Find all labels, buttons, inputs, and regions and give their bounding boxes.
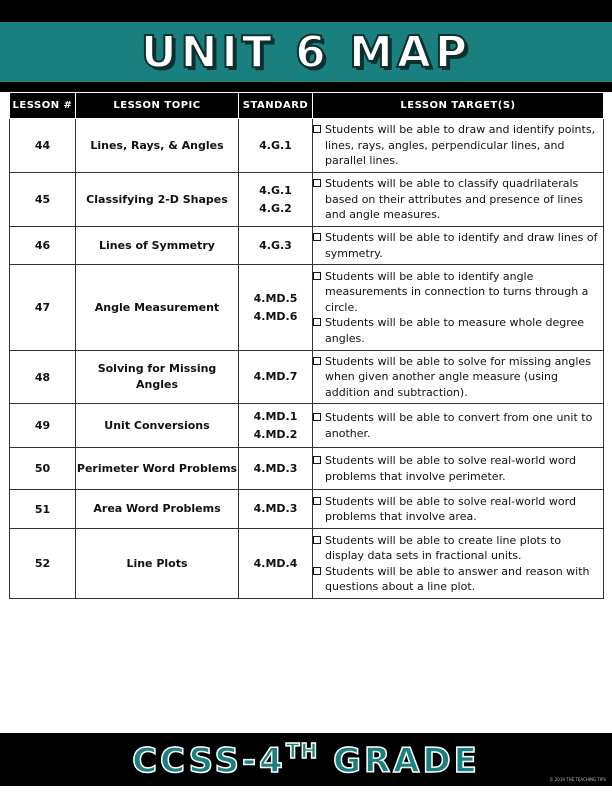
lesson-standards (239, 173, 313, 227)
lesson-targets (313, 119, 604, 173)
lesson-target-item (313, 453, 603, 484)
lesson-target-item (313, 176, 603, 223)
checkbox-icon (313, 567, 321, 575)
lesson-targets (313, 265, 604, 351)
column-header-lesson-number: LESSON # (10, 93, 76, 119)
standard-code: 4.G.2 (259, 201, 292, 215)
top-bar (0, 0, 612, 22)
lesson-topic: Perimeter Word Problems (76, 448, 239, 490)
table-row (10, 404, 604, 448)
lesson-topic: Angle Measurement (76, 265, 239, 351)
lesson-target-text: Students will be able to identify and draw lines of symmetry. (325, 231, 598, 260)
table-row (10, 490, 604, 529)
lesson-topic: Line Plots (76, 529, 239, 599)
lesson-target-item (313, 533, 603, 564)
lesson-target-text: Students will be able to create line plots to display data sets in fractional units. (325, 533, 562, 562)
table-header-row (10, 93, 604, 119)
lesson-target-text: Students will be able to classify quadrilaterals based on their attributes and presence of lines and angle measures. (325, 177, 583, 222)
checkbox-icon (313, 357, 321, 365)
lesson-target-text: Students will be able to identify angle measurements in connection to turns through a circle. (325, 269, 589, 314)
lesson-targets (313, 490, 604, 529)
checkbox-icon (313, 536, 321, 544)
lesson-topic: Classifying 2-D Shapes (76, 173, 239, 227)
bottom-strip (0, 786, 612, 792)
table-row (10, 529, 604, 599)
table-row (10, 173, 604, 227)
lesson-targets (313, 227, 604, 265)
footer-label: CCSS-4 (132, 740, 286, 781)
lesson-topic: Unit Conversions (76, 404, 239, 448)
lesson-topic: Lines, Rays, & Angles (76, 119, 239, 173)
column-header-standard: STANDARD (239, 93, 313, 119)
checkbox-icon (313, 318, 321, 326)
lesson-target-text: Students will be able to draw and identify points, lines, rays, angles, perpendicular lines, and parallel lines. (325, 123, 596, 168)
lesson-number: 47 (10, 265, 76, 351)
table-row (10, 265, 604, 351)
lesson-standards (239, 265, 313, 351)
lesson-topic: Solving for Missing Angles (76, 351, 239, 404)
checkbox-icon (313, 413, 321, 421)
lesson-target-item (313, 122, 603, 169)
standard-code: 4.MD.5 (253, 291, 298, 305)
lesson-number: 51 (10, 490, 76, 529)
lesson-target-item (313, 269, 603, 316)
table-row (10, 351, 604, 404)
lesson-target-item (313, 354, 603, 401)
lesson-standards (239, 490, 313, 529)
checkbox-icon (313, 456, 321, 464)
lesson-standards (239, 448, 313, 490)
footer-superscript: TH (285, 738, 319, 763)
lesson-target-text: Students will be able to solve real-world word problems that involve area. (325, 494, 576, 523)
lesson-topic: Lines of Symmetry (76, 227, 239, 265)
lesson-number: 49 (10, 404, 76, 448)
lesson-targets (313, 351, 604, 404)
lesson-target-text: Students will be able to measure whole degree angles. (325, 316, 585, 345)
lesson-target-text: Students will be able to solve for missing angles when given another angle measure (using addition and subtraction). (325, 354, 591, 399)
standard-code: 4.G.3 (259, 238, 292, 252)
lesson-target-text: Students will be able to convert from one unit to another. (325, 411, 593, 440)
table-row (10, 119, 604, 173)
lesson-targets (313, 404, 604, 448)
lesson-number: 44 (10, 119, 76, 173)
standard-code: 4.G.1 (259, 183, 292, 197)
standard-code: 4.G.1 (259, 138, 292, 152)
lesson-targets (313, 529, 604, 599)
lesson-number: 52 (10, 529, 76, 599)
checkbox-icon (313, 179, 321, 187)
checkbox-icon (313, 125, 321, 133)
lesson-target-item (313, 564, 603, 595)
footer-grade: GRADE (333, 740, 480, 781)
standard-code: 4.MD.3 (253, 461, 298, 475)
checkbox-icon (313, 497, 321, 505)
lesson-standards (239, 351, 313, 404)
lesson-number: 45 (10, 173, 76, 227)
lesson-target-item (313, 410, 603, 441)
table-row (10, 227, 604, 265)
standard-code: 4.MD.1 (253, 409, 298, 423)
checkbox-icon (313, 233, 321, 241)
lesson-number: 50 (10, 448, 76, 490)
lesson-number: 48 (10, 351, 76, 404)
lesson-target-text: Students will be able to answer and reason with questions about a line plot. (325, 564, 590, 593)
unit-map-table (9, 92, 604, 599)
standard-code: 4.MD.7 (253, 370, 298, 383)
standard-code: 4.MD.2 (253, 427, 298, 441)
lesson-target-item (313, 230, 603, 261)
lesson-target-item (313, 494, 603, 525)
lesson-standards (239, 529, 313, 599)
table-row (10, 448, 604, 490)
lesson-target-text: Students will be able to solve real-world word problems that involve perimeter. (325, 454, 576, 483)
footer-banner (0, 733, 612, 786)
lesson-targets (313, 448, 604, 490)
checkbox-icon (313, 272, 321, 280)
lesson-targets (313, 173, 604, 227)
standard-code: 4.MD.4 (253, 556, 298, 570)
lesson-target-item (313, 315, 603, 346)
lesson-topic: Area Word Problems (76, 490, 239, 529)
footer-grade-label (132, 739, 480, 781)
lesson-standards (239, 404, 313, 448)
lesson-standards (239, 119, 313, 173)
standard-code: 4.MD.6 (253, 309, 298, 323)
title-underbar (0, 82, 612, 92)
standard-code: 4.MD.3 (253, 502, 298, 515)
lesson-standards (239, 227, 313, 265)
table-body (10, 119, 604, 599)
column-header-lesson-targets: LESSON TARGET(S) (313, 93, 604, 119)
title-banner (0, 22, 612, 82)
lesson-number: 46 (10, 227, 76, 265)
column-header-lesson-topic: LESSON TOPIC (76, 93, 239, 119)
copyright-text: © 2019 THE TEACHING TIPS (549, 777, 606, 782)
page-title: UNIT 6 MAP (140, 26, 472, 78)
